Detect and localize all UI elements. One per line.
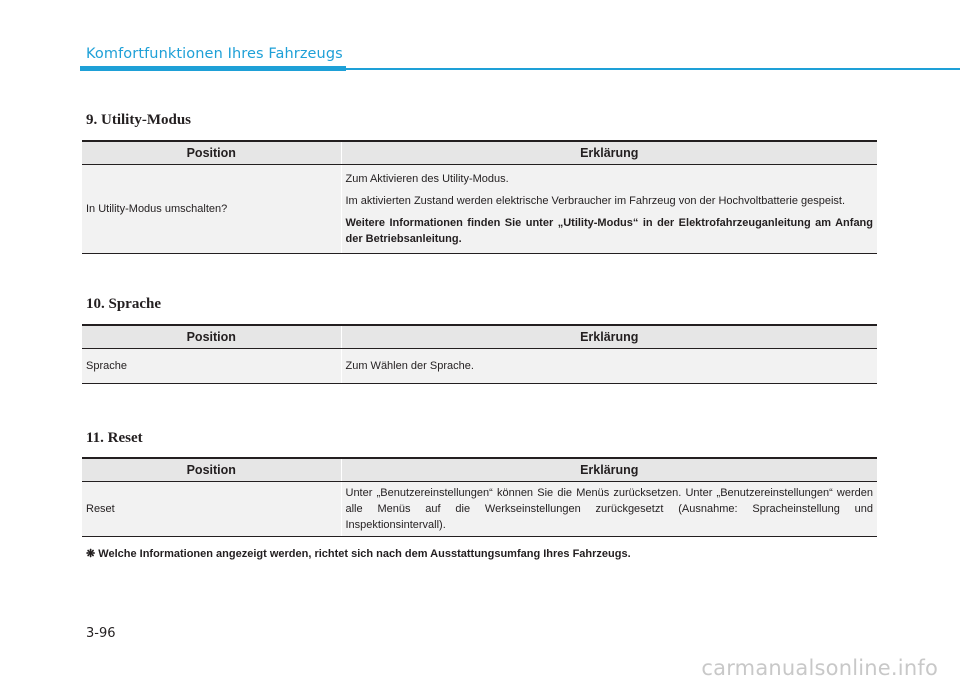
explanation-note: Weitere Informationen finden Sie unter „Utility-Modus“ in der Elektrofahrzeuganleitung am Anfang der Betriebsanleitung. [345,217,873,245]
footnote-text: Welche Informationen angezeigt werden, richtet sich nach dem Ausstattungsumfang Ihres Fahrzeugs. [98,548,631,560]
explanation-text: Unter „Benutzereinstellungen“ können Sie die Menüs zurücksetzen. Unter „Benutzereinstellungen“ werden alle Menüs auf die Werkseinstellungen zurückgesetzt (Ausnahme: Spracheinstellung und Inspektionsintervall). [345,487,873,531]
section-heading-language: 10. Sprache [86,296,161,312]
section-heading-utility-mode: 9. Utility-Modus [86,112,191,128]
header-accent-bar [80,66,346,71]
table-language [82,324,877,384]
explanation-text: Im aktivierten Zustand werden elektrische Verbraucher im Fahrzeug von der Hochvoltbatterie gespeist. [345,195,846,207]
table-utility-mode [82,140,877,254]
table-header-row [82,325,877,349]
page-number: 3-96 [86,626,116,641]
section-heading-reset: 11. Reset [86,430,143,446]
table-row [82,482,877,537]
explanation-text: Zum Wählen der Sprache. [345,360,474,372]
table-reset [82,457,877,537]
cell-explanation [341,349,877,384]
chapter-title: Komfortfunktionen Ihres Fahrzeugs [86,46,343,62]
cell-position: In Utility-Modus umschalten? [82,165,341,254]
cell-position: Sprache [82,349,341,384]
table-row [82,349,877,384]
table-row [82,165,877,254]
cell-position: Reset [82,482,341,537]
explanation-text: Zum Aktivieren des Utility-Modus. [345,173,509,185]
column-header-position: Position [82,325,341,349]
column-header-position: Position [82,458,341,482]
column-header-explanation: Erklärung [341,325,877,349]
table-header-row [82,141,877,165]
column-header-position: Position [82,141,341,165]
column-header-explanation: Erklärung [341,141,877,165]
footnote-mark-icon: ❋ [86,548,96,560]
watermark: carmanualsonline.info [701,656,938,680]
cell-explanation [341,482,877,537]
footnote [86,547,631,560]
header-rule [346,68,960,70]
table-header-row [82,458,877,482]
column-header-explanation: Erklärung [341,458,877,482]
cell-explanation [341,165,877,254]
